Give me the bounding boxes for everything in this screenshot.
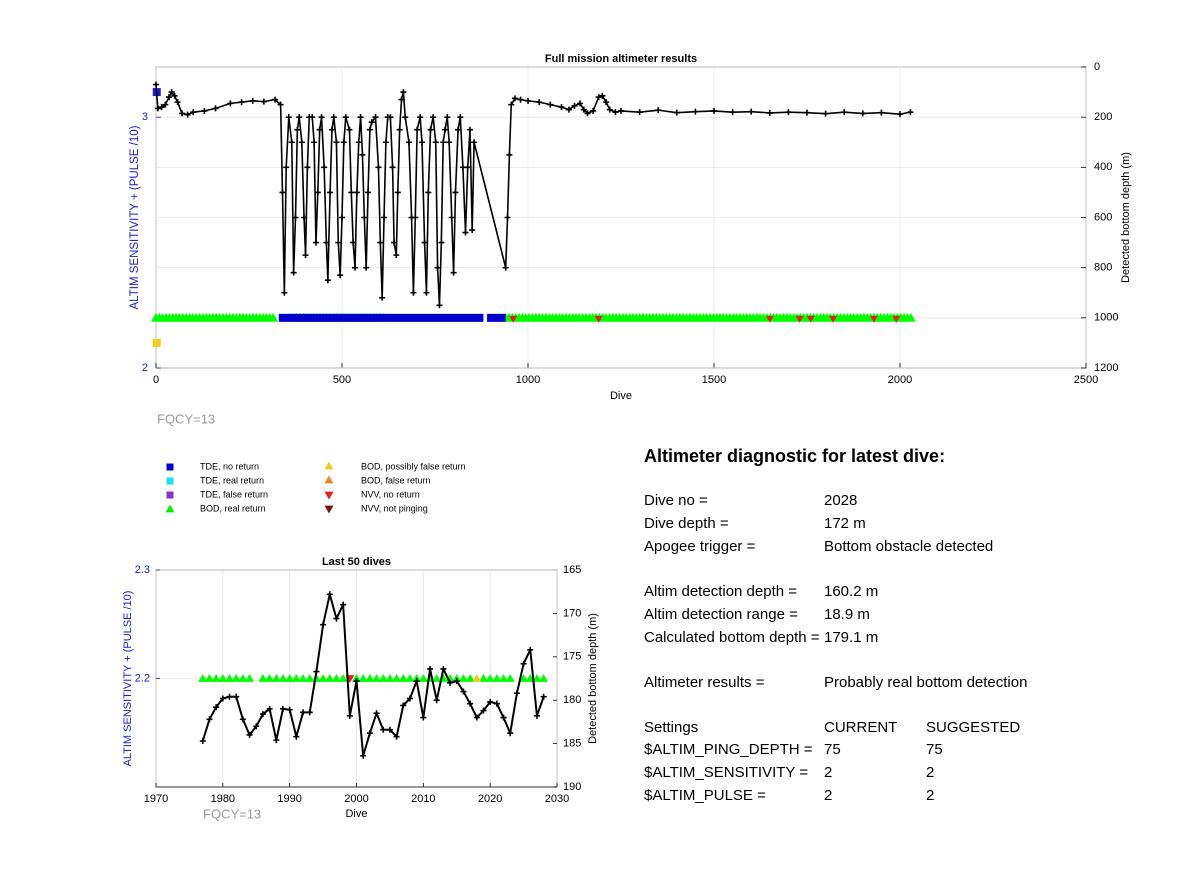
fqcy-footnote: FQCY=13 — [203, 806, 262, 822]
y-right-tick-label: 200 — [1094, 111, 1113, 124]
legend-label: BOD, possibly false return — [361, 461, 466, 472]
current-header: CURRENT — [824, 719, 898, 736]
detection-range-value: 18.9 m — [824, 606, 870, 623]
apogee-value: Bottom obstacle detected — [824, 538, 994, 555]
legend-marker — [325, 462, 334, 470]
y-right-axis-label: Detected bottom depth (m) — [586, 613, 599, 744]
chart-title: Last 50 dives — [321, 555, 392, 568]
x-tick-label: 0 — [152, 373, 160, 386]
dive-no-label: Dive no = — [644, 492, 708, 509]
tde-no-return-band — [279, 314, 484, 322]
ping-depth-current: 75 — [824, 741, 841, 758]
y-left-tick-label: 3 — [141, 111, 148, 124]
diagnostic-title: Altimeter diagnostic for latest dive: — [644, 446, 946, 466]
suggested-header: SUGGESTED — [926, 719, 1021, 736]
y-right-tick-label: 165 — [563, 563, 582, 576]
y-left-tick-label: 2 — [141, 361, 148, 374]
x-tick-label: 2030 — [544, 792, 570, 805]
altimeter-results-label: Altimeter results = — [644, 674, 765, 691]
sensitivity-suggested: 2 — [926, 764, 935, 781]
x-tick-label: 1990 — [277, 792, 302, 805]
legend-marker — [167, 478, 174, 485]
y-left-tick-label: 2.3 — [134, 563, 150, 576]
legend-label: TDE, false return — [200, 489, 269, 500]
legend-label: NVV, no return — [361, 489, 420, 500]
detection-depth-label: Altim detection depth = — [644, 583, 798, 600]
dive-no-value: 2028 — [824, 492, 858, 509]
pulse-suggested: 2 — [926, 787, 935, 804]
legend-label: NVV, not pinging — [361, 503, 428, 514]
x-tick-label: 1980 — [210, 792, 236, 805]
x-tick-label: 2500 — [1073, 373, 1099, 386]
legend-label: TDE, real return — [200, 475, 265, 486]
x-tick-label: 2000 — [887, 373, 913, 386]
y-left-axis-label: ALTIM SENSITIVITY + (PULSE /10) — [121, 590, 134, 767]
legend-marker — [166, 505, 175, 513]
settings-label: Settings — [644, 719, 699, 736]
fqcy-footnote: FQCY=13 — [157, 411, 216, 427]
tde-no-return-band — [487, 314, 506, 322]
x-tick-label: 2020 — [477, 792, 503, 805]
x-tick-label: 2000 — [344, 792, 369, 805]
y-right-tick-label: 185 — [563, 737, 582, 750]
detection-depth-value: 160.2 m — [824, 583, 879, 600]
full-mission-axes — [129, 53, 1132, 427]
y-right-tick-label: 1200 — [1094, 361, 1119, 374]
dive-depth-value: 172 m — [824, 515, 866, 532]
y-right-tick-label: 170 — [563, 607, 582, 620]
altimeter-results-value: Probably real bottom detection — [824, 674, 1028, 691]
ping-depth-label: $ALTIM_PING_DEPTH = — [644, 741, 813, 758]
pulse-current: 2 — [824, 787, 833, 804]
calculated-depth-label: Calculated bottom depth = — [644, 629, 820, 646]
y-right-tick-label: 190 — [563, 780, 582, 793]
legend-marker — [167, 464, 174, 471]
detection-range-label: Altim detection range = — [644, 606, 798, 623]
x-tick-label: 1500 — [701, 373, 727, 386]
x-tick-label: 1970 — [143, 792, 169, 805]
y-right-tick-label: 175 — [563, 650, 582, 663]
y-right-axis-label: Detected bottom depth (m) — [1119, 152, 1132, 283]
legend-label: TDE, no return — [200, 461, 260, 472]
apogee-label: Apogee trigger = — [644, 538, 756, 555]
y-right-tick-label: 600 — [1094, 211, 1113, 224]
y-right-tick-label: 0 — [1094, 60, 1101, 73]
x-tick-label: 500 — [332, 373, 352, 386]
legend-label: BOD, false return — [361, 475, 431, 486]
y-left-axis-label: ALTIM SENSITIVITY + (PULSE /10) — [129, 125, 142, 310]
x-tick-label: 2010 — [411, 792, 436, 805]
y-right-tick-label: 800 — [1094, 261, 1113, 274]
legend-marker — [325, 476, 334, 484]
bod-possibly-false-marker — [153, 339, 161, 347]
legend-label: BOD, real return — [200, 503, 266, 514]
chart-title: Full mission altimeter results — [544, 52, 698, 65]
x-tick-label: 1000 — [515, 373, 541, 386]
legend-marker — [167, 492, 174, 499]
calculated-depth-value: 179.1 m — [824, 629, 879, 646]
y-right-tick-label: 180 — [563, 694, 582, 707]
last-50-axes — [122, 556, 599, 822]
y-right-tick-label: 1000 — [1094, 311, 1119, 324]
legend-marker — [325, 492, 334, 500]
y-left-tick-label: 2.2 — [134, 672, 150, 685]
pulse-label: $ALTIM_PULSE = — [644, 787, 766, 804]
legend — [166, 461, 466, 513]
ping-depth-suggested: 75 — [926, 741, 943, 758]
x-axis-label: Dive — [345, 807, 368, 820]
sensitivity-label: $ALTIM_SENSITIVITY = — [644, 764, 809, 781]
x-axis-label: Dive — [609, 389, 633, 402]
legend-marker — [325, 506, 334, 514]
sensitivity-current: 2 — [824, 764, 833, 781]
dive-depth-label: Dive depth = — [644, 515, 729, 532]
y-right-tick-label: 400 — [1094, 161, 1113, 174]
